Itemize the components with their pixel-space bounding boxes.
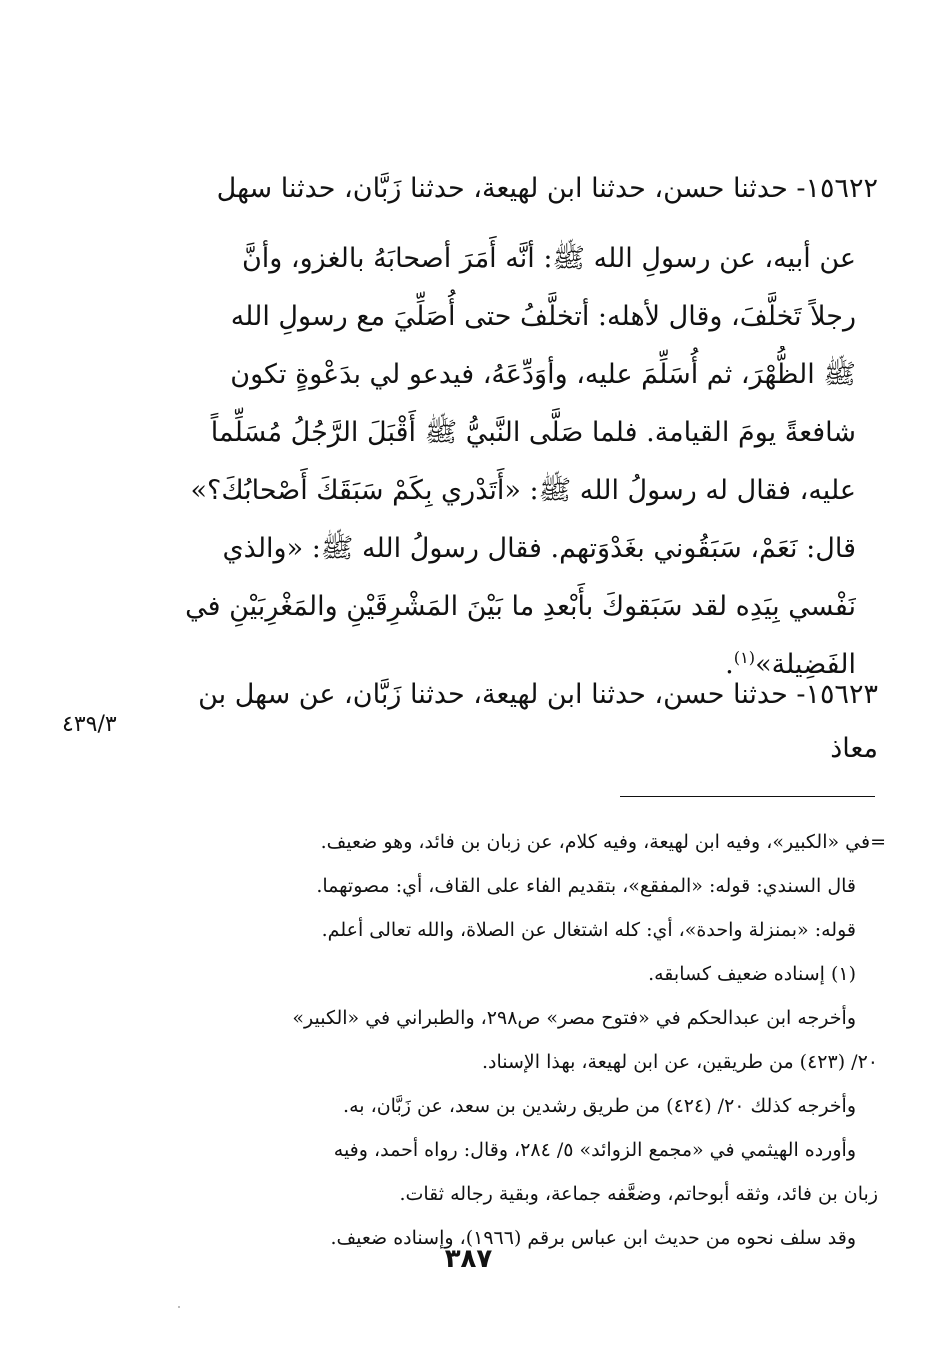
page-number: ٣٨٧ <box>444 1244 493 1274</box>
end-mark: . <box>725 649 734 680</box>
hadith-body-line-2: رجلاً تَخلَّفَ، وقال لأهله: أتخلَّفُ حتى أُصَلِّيَ مع رسولِ الله <box>230 301 856 332</box>
footnote-line-6: ٢٠/ (٤٢٣) من طريقين، عن ابن لهيعة، بهذا الإسناد. <box>481 1051 878 1073</box>
scan-speck <box>178 1306 180 1308</box>
footnote-line-4: (١) إسناده ضعيف كسابقه. <box>648 963 856 985</box>
hadith-body-line-1: عن أبيه، عن رسولِ الله ﷺ: أنَّه أَمَرَ أصحابَهُ بالغزو، وأنَّ <box>241 243 856 274</box>
footnote-line-1: =في «الكبير»، وفيه ابن لهيعة، وفيه كلام، عن زبان بن فائد، وهو ضعيف. <box>320 831 886 853</box>
hadith-body-line-4: شافعةً يومَ القيامة. فلما صَلَّى النَّبيُّ ﷺ أَقْبَلَ الرَّجُلُ مُسَلِّماً <box>210 417 856 448</box>
footnote-line-8: وأورده الهيثمي في «مجمع الزوائد» ٥/ ٢٨٤، وقال: رواه أحمد، وفيه <box>333 1139 856 1161</box>
footnote-marker[interactable]: (١) <box>733 648 756 667</box>
footnote-line-7: وأخرجه كذلك ٢٠/ (٤٢٤) من طريق رشدين بن سعد، عن زَبَّان، به. <box>343 1095 856 1117</box>
footnote-line-9: زبان بن فائد، وثقه أبوحاتم، وضعَّفه جماعة، وبقية رجاله ثقات. <box>399 1183 878 1205</box>
footnote-line-3: قوله: «بمنزلة واحدة»، أي: كله اشتغال عن الصلاة، والله تعالى أعلم. <box>321 919 856 941</box>
hadith-body-line-5: عليه، فقال له رسولُ الله ﷺ: «أَتَدْري بِكَمْ سَبَقَكَ أَصْحابُكَ؟» <box>190 475 856 506</box>
hadith-head-line: ١٥٦٢٣- حدثنا حسن، حدثنا ابن لهيعة، حدثنا زَبَّان، عن سهل بن <box>198 679 878 710</box>
margin-reference: ٤٣٩/٣ <box>62 712 117 737</box>
hadith-15623 <box>168 668 878 776</box>
footnote-line-10: وقد سلف نحوه من حديث ابن عباس برقم (١٩٦٦)، وإسناده ضعيف. <box>330 1227 856 1249</box>
footnotes <box>168 820 886 1260</box>
footnote-line-2: قال السندي: قوله: «المفقع»، بتقديم الفاء على القاف، أي: مصوتهما. <box>316 875 856 897</box>
hadith-15622-body <box>168 230 856 694</box>
hadith-body-line-3: ﷺ الظُّهْرَ، ثم أُسَلِّمَ عليه، وأوَدِّعَهُ، فيدعو لي بدَعْوةٍ تكون <box>230 359 856 390</box>
hadith-continuation: معاذ <box>830 733 878 764</box>
hadith-head-line: ١٥٦٢٢- حدثنا حسن، حدثنا ابن لهيعة، حدثنا زَبَّان، حدثنا سهل <box>216 173 878 204</box>
hadith-15622-head <box>168 162 878 216</box>
footnote-divider <box>620 796 875 797</box>
footnote-line-5: وأخرجه ابن عبدالحكم في «فتوح مصر» ص٢٩٨، والطبراني في «الكبير» <box>292 1007 856 1029</box>
hadith-last-words: الفَضِيلة» <box>755 649 856 680</box>
hadith-body-line-6: قال: نَعَمْ، سَبَقُوني بغَدْوَتهم. فقال رسولُ الله ﷺ: «والذي <box>222 533 856 564</box>
hadith-body-line-7: نَفْسي بِيَدِه لقد سَبَقوكَ بأَبْعدِ ما بَيْنَ المَشْرِقَيْنِ والمَغْرِبَيْنِ في <box>185 591 856 622</box>
